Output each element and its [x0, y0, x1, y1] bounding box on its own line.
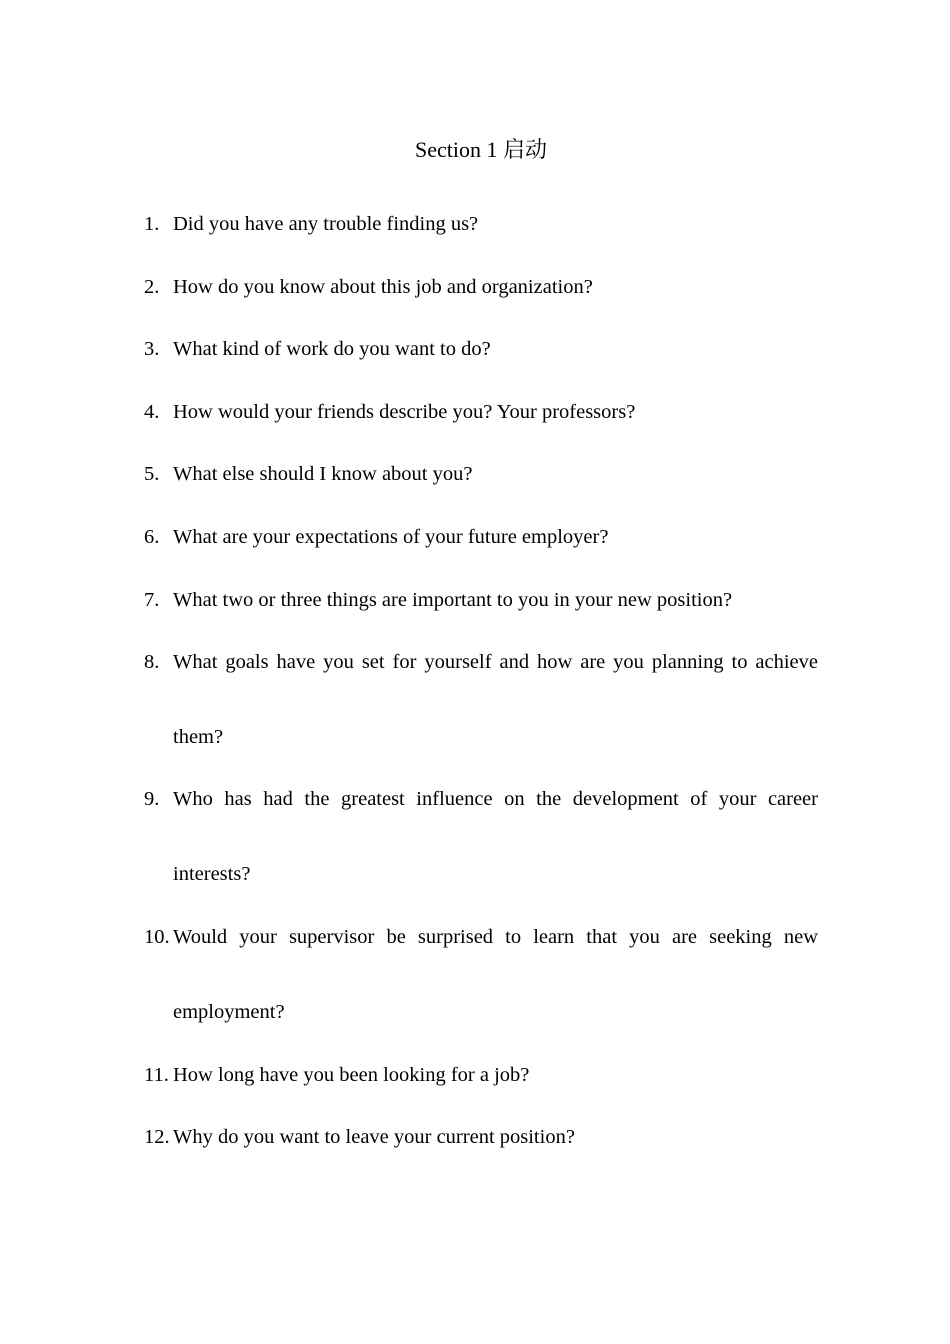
- item-text: What two or three things are important to you in your new position?: [173, 588, 733, 611]
- item-text: Who has had the greatest influence on the development of your career interests?: [173, 788, 818, 886]
- item-text: Would your supervisor be surprised to learn that you are seeking new employment?: [173, 925, 818, 1023]
- item-number: 1.: [144, 213, 160, 235]
- item-number: 11.: [144, 1063, 169, 1086]
- list-item: [144, 273, 818, 301]
- item-number: 8.: [144, 650, 160, 673]
- item-number: 7.: [144, 588, 160, 611]
- item-number: 12.: [144, 1126, 170, 1149]
- list-item: [144, 762, 818, 912]
- item-number: 3.: [144, 338, 160, 361]
- item-text: How do you know about this job and organization?: [173, 275, 593, 298]
- item-text: How would your friends describe you? Your professors?: [173, 400, 636, 423]
- list-item: [144, 460, 818, 488]
- item-number: 6.: [144, 525, 160, 548]
- item-number: 10.: [144, 925, 170, 948]
- question-list: [144, 210, 818, 1186]
- item-text: Did you have any trouble finding us?: [173, 213, 479, 235]
- list-item: [144, 1061, 818, 1089]
- item-text: What goals have you set for yourself and how are you planning to achieve them?: [173, 650, 818, 748]
- item-text: How long have you been looking for a job?: [173, 1063, 530, 1086]
- item-number: 2.: [144, 275, 160, 298]
- list-item: [144, 625, 818, 775]
- section-title: Section 1 启动: [415, 137, 547, 162]
- list-item: [144, 398, 818, 426]
- item-text: What kind of work do you want to do?: [173, 338, 491, 361]
- list-item: [144, 523, 818, 551]
- item-number: 9.: [144, 788, 160, 811]
- list-item: [144, 1123, 818, 1151]
- list-item: [144, 210, 818, 238]
- list-item: [144, 586, 818, 614]
- list-item: [144, 900, 818, 1050]
- item-number: 5.: [144, 463, 160, 486]
- item-text: What else should I know about you?: [173, 463, 473, 486]
- list-item: [144, 335, 818, 363]
- item-number: 4.: [144, 400, 160, 423]
- item-text: Why do you want to leave your current position?: [173, 1126, 575, 1149]
- item-text: What are your expectations of your future employer?: [173, 525, 609, 548]
